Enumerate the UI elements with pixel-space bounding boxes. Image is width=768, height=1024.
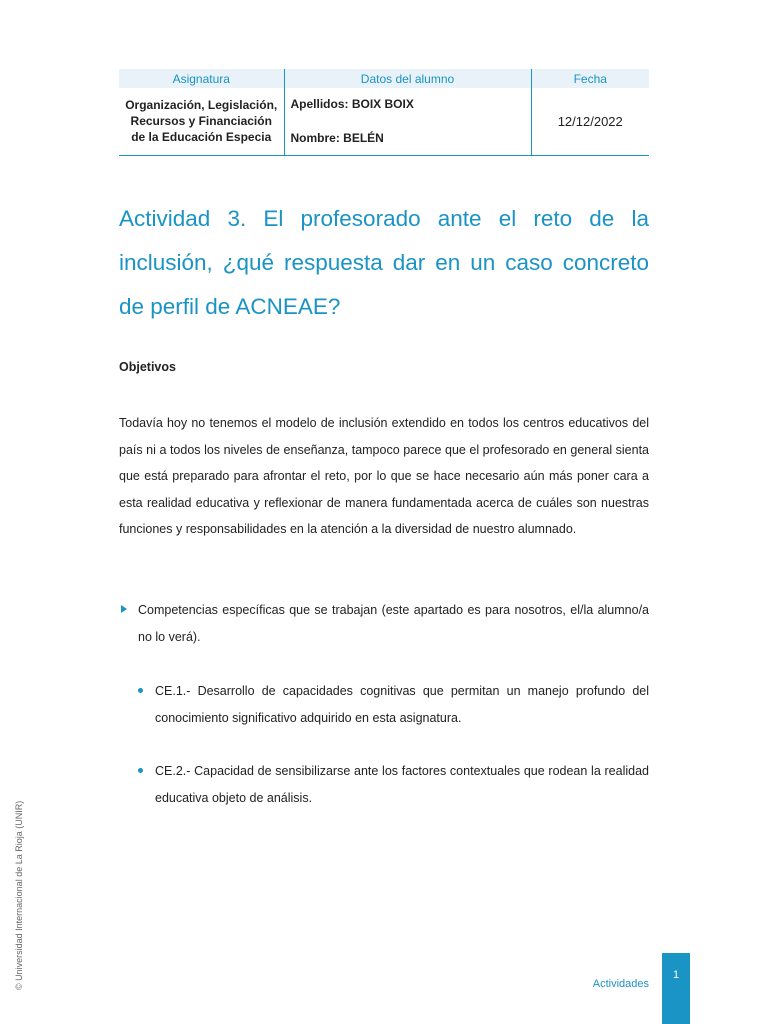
student-surname: Apellidos: BOIX BOIX xyxy=(290,97,414,112)
column-header-date: Fecha xyxy=(531,69,649,88)
date-cell: 12/12/2022 xyxy=(557,113,623,129)
column-header-student: Datos del alumno xyxy=(284,69,531,88)
objectives-heading: Objetivos xyxy=(119,360,176,374)
competencies-list-item xyxy=(119,597,649,650)
page-number-tab xyxy=(662,953,690,1024)
bullet-dot-icon xyxy=(138,688,143,693)
student-name: Nombre: BELÉN xyxy=(290,131,384,146)
objectives-paragraph: Todavía hoy no tenemos el modelo de inclusión extendido en todos los centros educativos del país ni a todos los niveles de enseñanza, tampoco parece que el profesorado en general sienta que está preparado para afrontar el reto, por lo que se hace necesario aún más poner cara a esta realidad educativa y reflexionar de manera fundamentada acerca de cuáles son nuestras funciones y responsabilidades en la atención a la diversidad de nuestro alumnado. xyxy=(119,416,649,536)
page-number: 1 xyxy=(672,969,680,981)
ce2-text: CE.2.- Capacidad de sensibilizarse ante los factores contextuales que rodean la realidad educativa objeto de análisis. xyxy=(155,764,649,805)
header-table xyxy=(119,69,649,156)
student-cell xyxy=(284,88,531,155)
competencies-text: Competencias específicas que se trabajan (este apartado es para nosotros, el/la alumno/a no lo verá). xyxy=(138,603,649,644)
footer-section-label: Actividades xyxy=(592,978,649,990)
ce1-list-item xyxy=(119,678,649,731)
column-header-subject: Asignatura xyxy=(119,69,284,88)
ce2-list-item xyxy=(119,758,649,811)
header-table-row xyxy=(119,88,649,155)
copyright-notice: © Universidad Internacional de La Rioja (UNIR) xyxy=(14,800,24,990)
bullet-dot-icon xyxy=(138,768,143,773)
activity-title: Actividad 3. El profesorado ante el reto de la inclusión, ¿qué respuesta dar en un caso concreto de perfil de ACNEAE? xyxy=(119,206,649,319)
ce1-text: CE.1.- Desarrollo de capacidades cognitivas que permitan un manejo profundo del conocimiento significativo adquirido en esta asignatura. xyxy=(155,684,649,725)
triangle-bullet-icon xyxy=(121,605,127,613)
header-table-head-row xyxy=(119,69,649,88)
subject-cell: Organización, Legislación, Recursos y Financiación de la Educación Especia xyxy=(119,88,284,155)
